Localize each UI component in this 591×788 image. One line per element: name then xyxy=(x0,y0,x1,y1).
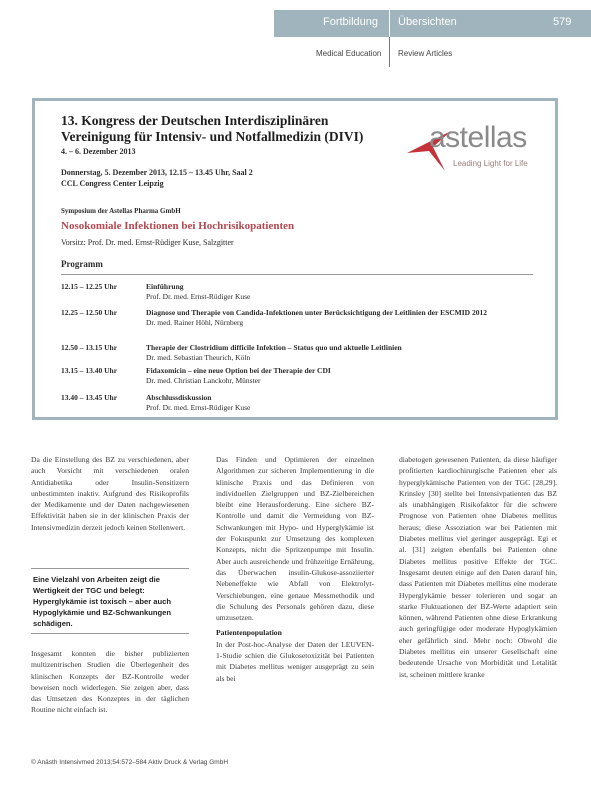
page-footer: © Anästh Intensivmed 2013;54:572–584 Aktiv Druck & Verlag GmbH xyxy=(31,759,229,766)
section-label-de: Fortbildung xyxy=(323,16,379,28)
body-column-middle xyxy=(216,454,374,684)
program-topic: Therapie der Clostridium difficile Infektion – Status quo und aktuelle Leitlinien xyxy=(146,343,402,352)
congress-advert xyxy=(32,98,558,420)
program-speaker: Dr. med. Sebastian Theurich, Köln xyxy=(146,352,251,362)
program-speaker: Prof. Dr. med. Ernst-Rüdiger Kuse xyxy=(146,291,251,301)
overview-label-de: Übersichten xyxy=(398,16,457,28)
program-time: 12.25 – 12.50 Uhr xyxy=(61,308,118,317)
sponsor-line: Symposium der Astellas Pharma GmbH xyxy=(61,207,181,215)
header-divider-lower xyxy=(389,37,390,67)
body-column-left-lower xyxy=(31,648,189,716)
symposium-title: Nosokomiale Infektionen bei Hochrisikopatienten xyxy=(61,220,295,232)
program-speaker: Dr. med. Rainer Höhl, Nürnberg xyxy=(146,317,244,327)
body-paragraph: Insgesamt konnten die bisher publizierten multizentrischen Studien die Überlegenheit des klinischen Konzepts der BZ-Kontrolle weder beweisen noch widerlegen. Sie zeigen aber, dass das Umsetzen des Konzeptes in der täglichen Routine nicht einfach ist. xyxy=(31,649,189,715)
program-topic: Diagnose und Therapie von Candida-Infektionen unter Berücksichtigung der Leitlinien der ESCMID 2012 xyxy=(146,308,487,317)
program-time: 13.15 – 13.40 Uhr xyxy=(61,366,118,375)
body-column-right xyxy=(399,454,557,680)
program-topic: Abschlussdiskussion xyxy=(146,393,212,402)
session-info xyxy=(61,167,253,189)
body-paragraph: Da die Einstellung des BZ zu verschiedenen, aber auch Vorsicht mit verschiedenen oralen Antidiabetika oder Insulin-Sensitizern unbestimmten inaktiv. Aufgrund des Risikoprofils der Medikamente und der Daten nachgewiesenen Effektivität haben sie in der klinischen Praxis der Intensivmedizin derzeit jedoch keinen Stellenwert. xyxy=(31,455,189,532)
logo-tagline: Leading Light for Life xyxy=(453,159,528,168)
program-speaker: Dr. med. Christian Lanckohr, Münster xyxy=(146,375,261,385)
program-topic: Einführung xyxy=(146,282,184,291)
body-column-left xyxy=(31,454,189,533)
congress-title: 13. Kongress der Deutschen Interdisziplinären Vereinigung für Intensiv- und Notfallmedizin (DIVI) xyxy=(61,113,364,144)
section-heading: Patientenpopulation xyxy=(216,628,282,638)
body-paragraph: Das Finden und Optimieren der einzelnen Algorithmen zur sicheren Implementierung in die klinische Praxis und das Definieren von individuellen Zielgruppen und BZ-Zielbereichen bleibt eine Herausforderung. Eine sichere BZ-Kontrolle und damit die Vermeidung von BZ-Schwankungen mit Hypo- und Hyperglykämie ist der Fokuspunkt zur Umsetzung des komplexen Konzepts, nicht die Spritzenpumpe mit Insulin. Aber auch ausreichende und frühzeitige Ernährung, das Überwachen insulin-Glukose-assoziierter Nebeneffekte wie Abfall von Elektrolyt-Verschiebungen, eine genaue Messmethodik und die Schulung des Personals gehören dazu, diese umzusetzen. xyxy=(216,455,374,623)
page-number: 579 xyxy=(553,16,572,28)
pull-quote xyxy=(31,568,189,634)
program-time: 13.40 – 13.45 Uhr xyxy=(61,393,118,402)
program-heading: Programm xyxy=(61,259,103,269)
session-venue: CCL Congress Center Leipzig xyxy=(61,179,164,188)
body-paragraph: diabetogen gewesenen Patienten, da diese häufiger profitierten kardiochirurgische Patienten eher als hyperglykämische Patienten von der TGC [28,29]. Krinsley [30] stellte bei Intensivpatienten das BZ als unabhängigen Risikofaktor für die schwere Prognose von Patienten ohne Diabetes mellitus heraus; diese Assoziation war bei Patienten mit Diabetes mellitus viel geringer ausgeprägt. Egi et al. [31] zeigten ebenfalls bei Patienten ohne Diabetes mellitus positive Effekte der TGC. Insgesamt deuten einige auf den Daten darauf hin, dass Patienten mit Diabetes mellitus eine moderate Hyperglykämie besser tolerieren und sogar an starke Fluktuationen der BZ-Werte adaptiert sein können, während Patienten ohne diese Erkrankung auch geringfügige oder moderate Hypoglykämien eher gefährlich sind. Mehr noch: Obwohl die Diabetes mellitus ein unserer Gesellschaft eine bedeutende Ursache von Morbidität und Letalität ist, scheinen mittlere kranke xyxy=(399,455,557,679)
session-time: Donnerstag, 5. Dezember 2013, 12.15 – 13.45 Uhr, Saal 2 xyxy=(61,168,253,177)
journal-header xyxy=(0,10,591,48)
program-speaker: Prof. Dr. med. Ernst-Rüdiger Kuse xyxy=(146,402,251,412)
section-label-en: Medical Education xyxy=(316,49,382,58)
program-topic: Fidaxomicin – eine neue Option bei der Therapie der CDI xyxy=(146,366,331,375)
body-paragraph: In der Post-hoc-Analyse der Daten der LEUVEN-1-Studie schien die Glukosetoxizität bei Patienten mit Diabetes mellitus weniger ausgeprägt zu sein als bei xyxy=(216,639,374,683)
overview-label-en: Review Articles xyxy=(398,49,453,58)
astellas-logo xyxy=(409,115,549,175)
chair-line: Vorsitz: Prof. Dr. med. Ernst-Rüdiger Kuse, Salzgitter xyxy=(61,238,234,247)
program-time: 12.15 – 12.25 Uhr xyxy=(61,282,118,291)
logo-wordmark: astellas xyxy=(429,121,527,154)
pull-quote-text: Eine Vielzahl von Arbeiten zeigt die Wertigkeit der TGC und belegt: Hyperglykämie ist toxisch – aber auch Hypoglykämie und BZ-Schwankungen schädigen. xyxy=(33,575,172,628)
program-divider xyxy=(61,274,533,275)
program-time: 12.50 – 13.15 Uhr xyxy=(61,343,118,352)
congress-dates: 4. – 6. Dezember 2013 xyxy=(61,147,136,156)
